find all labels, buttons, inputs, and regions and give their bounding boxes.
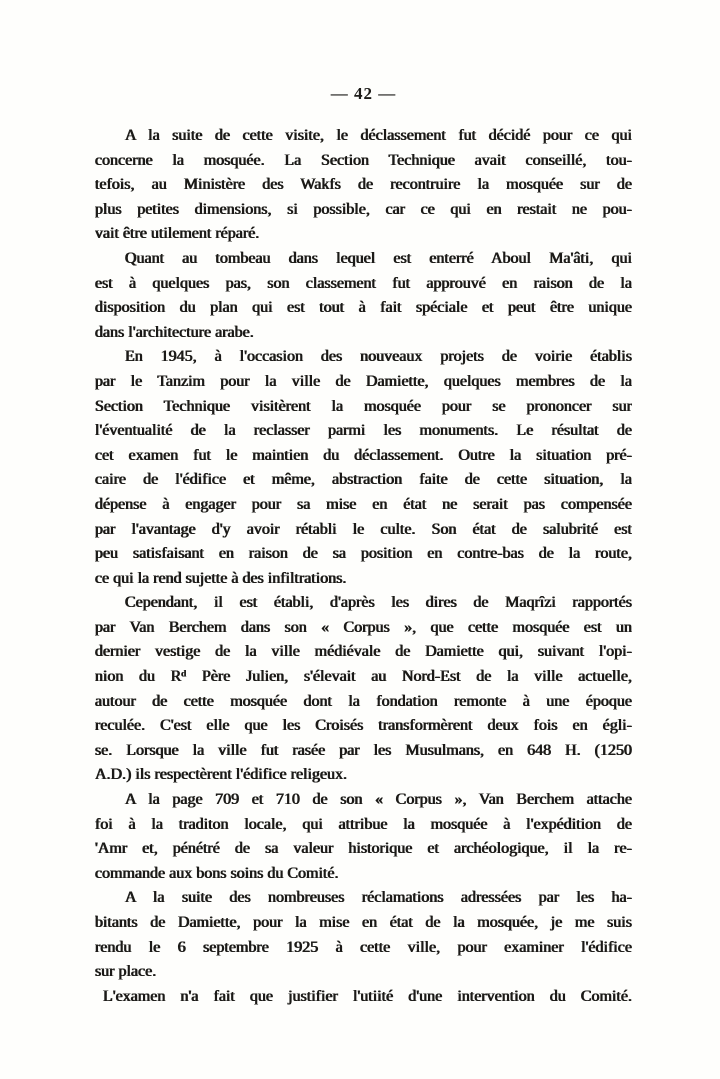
text-line: est à quelques pas, son classement fut approuvé en raison de la [95,274,632,292]
text-line: Quant au tombeau dans lequel est enterré Aboul Ma'âti, qui [125,249,632,267]
text-line: autour de cette mosquée dont la fondation remonte à une époque [95,692,632,710]
text-line: tefois, au Ministère des Wakfs de recontruire la mosquée sur de [95,176,632,194]
text-line: dans l'architecture arabe. [95,323,254,341]
text-line: par l'avantage d'y avoir rétabli le culte. Son état de salubrité est [95,520,632,538]
text-line: commande aux bons soins du Comité. [95,864,339,882]
text-line: cet examen fut le maintien du déclassement. Outre la situation pré- [95,446,632,464]
text-line: En 1945, à l'occasion des nouveaux projets de voirie établis [125,348,632,366]
text-line: A la page 709 et 710 de son « Corpus », Van Berchem attache [125,791,632,809]
paragraph [95,247,632,345]
text-line: Cependant, il est établi, d'après les dires de Maqrîzi rapportés [125,594,632,612]
text-line: Section Technique visitèrent la mosquée pour se prononcer sur [95,397,632,415]
text-line: A la suite des nombreuses réclamations adressées par les ha- [125,889,632,907]
text-line: peu satisfaisant en raison de sa position en contre-bas de la route, [95,545,632,563]
text-line: plus petites dimensions, si possible, car ce qui en restait ne pou- [95,200,632,218]
text-line: concerne la mosquée. La Section Technique avait conseillé, tou- [95,151,632,169]
text-line: disposition du plan qui est tout à fait spéciale et peut être unique [95,299,632,317]
text-line: par le Tanzim pour la ville de Damiette, quelques membres de la [95,372,632,390]
text-line: A.D.) ils respectèrent l'édifice religeux. [95,766,348,784]
paragraph [95,788,632,886]
text-line: bitants de Damiette, pour la mise en état de la mosquée, je me suis [95,914,632,931]
text-line: foi à la traditon locale, qui attribue la mosquée à l'expédition de [95,815,632,833]
paragraph [95,345,632,591]
paragraph [95,591,632,788]
paragraph [95,124,632,247]
page-number-header: — 42 — [330,84,397,103]
text-line: nion du Rᵈ Père Julien, s'élevait au Nord-Est de la ville actuelle, [95,668,632,686]
text-line: A la suite de cette visite, le déclassement fut décidé pour ce qui [125,127,632,144]
text-line: 'Amr et, pénétré de sa valeur historique et archéologique, il la re- [95,840,632,858]
text-line: rendu le 6 septembre 1925 à cette ville, pour examiner l'édifice [95,938,632,956]
text-line: l'éventualité de la reclasser parmi les monuments. Le résultat de [95,422,632,440]
text-line: sur place. [95,963,157,981]
text-line: dernier vestige de la ville médiévale de Damiette qui, suivant l'opi- [95,643,632,661]
text-line: ce qui la rend sujette à des infiltrations. [95,569,347,587]
text-block [95,124,632,1009]
text-line: se. Lorsque la ville fut rasée par les Musulmans, en 648 H. (1250 [95,741,632,759]
text-line: caire de l'édifice et même, abstraction faite de cette situation, la [95,471,632,489]
paragraph [95,985,632,1010]
text-line: vait être utilement réparé. [95,225,260,243]
text-line: par Van Berchem dans son « Corpus », que cette mosquée est un [95,618,632,636]
text-line: L'examen n'a fait que justifier l'utiité d'une intervention du Comité. [103,987,632,1005]
text-line: dépense à engager pour sa mise en état ne serait pas compensée [95,495,632,513]
text-line: reculée. C'est elle que les Croisés transformèrent deux fois en égli- [95,717,632,735]
paragraph [95,886,632,984]
